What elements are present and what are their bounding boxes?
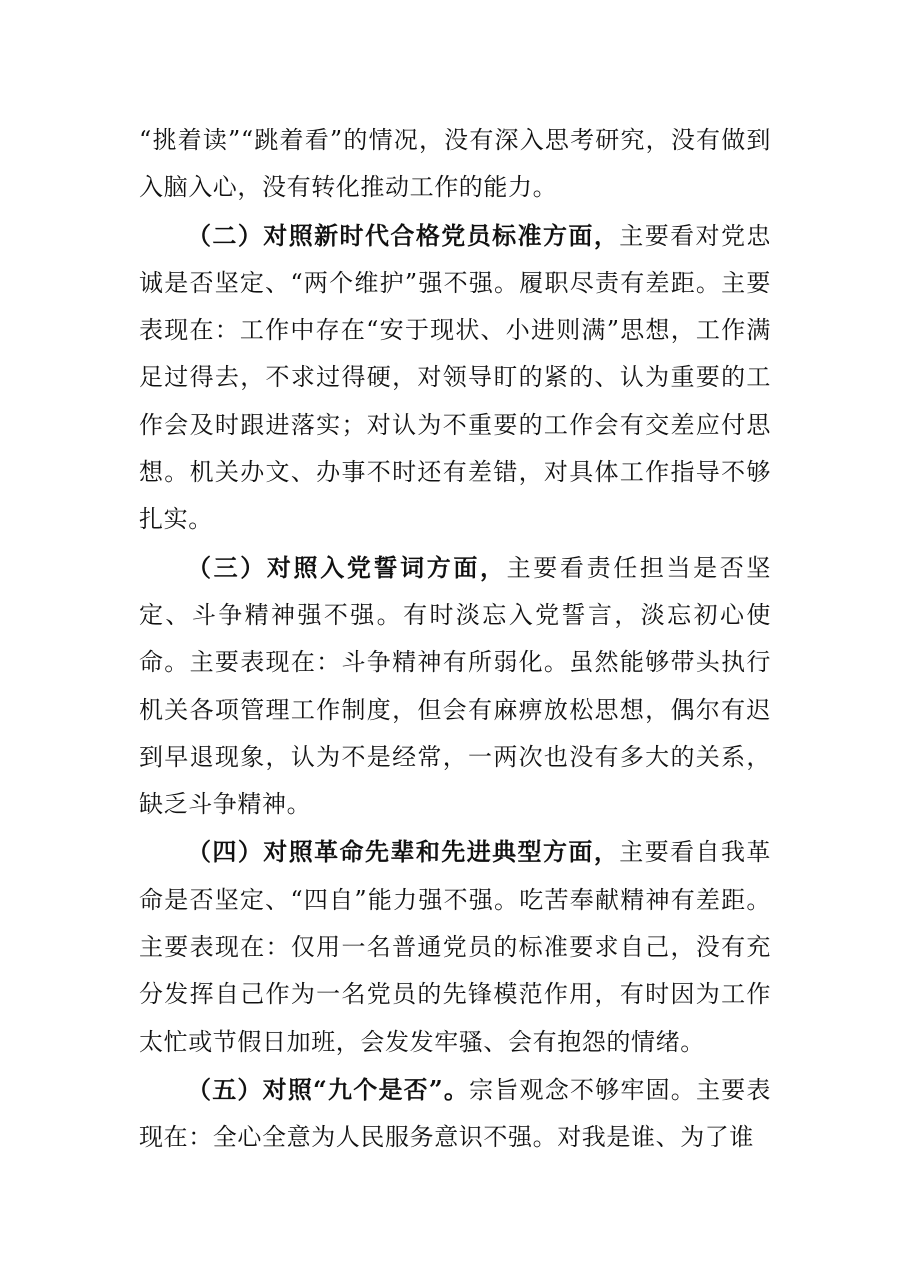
- paragraph-section-2: [139, 212, 771, 544]
- paragraph-text: 主要看对党忠诚是否坚定、“两个维护”强不强。履职尽责有差距。主要表现在：工作中存在“安于现状、小进则满”思想，工作满足过得去，不求过得硬，对领导盯的紧的、认为重要的工作会及时跟进落实；对认为不重要的工作会有交差应付思想。机关办文、办事不时还有差错，对具体工作指导不够扎实。: [139, 221, 771, 534]
- section-heading: （四）对照革命先辈和先进典型方面，: [187, 837, 620, 867]
- section-heading: （三）对照入党誓词方面，: [187, 552, 507, 582]
- section-heading: （五）对照“九个是否”。: [187, 1074, 470, 1104]
- paragraph-text: 主要看自我革命是否坚定、“四自”能力强不强。吃苦奉献精神有差距。主要表现在：仅用一名普通党员的标准要求自己，没有充分发挥自己作为一名党员的先锋模范作用，有时因为工作太忙或节假日加班，会发发牢骚、会有抱怨的情绪。: [139, 838, 771, 1056]
- section-heading: （二）对照新时代合格党员标准方面，: [187, 220, 620, 250]
- paragraph-section-3: [139, 544, 771, 829]
- paragraph-section-5: [139, 1066, 771, 1162]
- paragraph-text: “挑着读”“跳着看”的情况，没有深入思考研究，没有做到入脑入心，没有转化推动工作的能力。: [139, 126, 771, 202]
- paragraph-continuation: [139, 117, 771, 212]
- paragraph-text: 主要看责任担当是否坚定、斗争精神强不强。有时淡忘入党誓言，淡忘初心使命。主要表现在：斗争精神有所弱化。虽然能够带头执行机关各项管理工作制度，但会有麻痹放松思想，偶尔有迟到早退现象，认为不是经常，一两次也没有多大的关系，缺乏斗争精神。: [139, 553, 771, 819]
- paragraph-section-4: [139, 828, 771, 1065]
- document-body: [139, 117, 771, 1162]
- paragraph-text: 宗旨观念不够牢固。主要表现在：全心全意为人民服务意识不强。对我是谁、为了谁: [139, 1075, 771, 1152]
